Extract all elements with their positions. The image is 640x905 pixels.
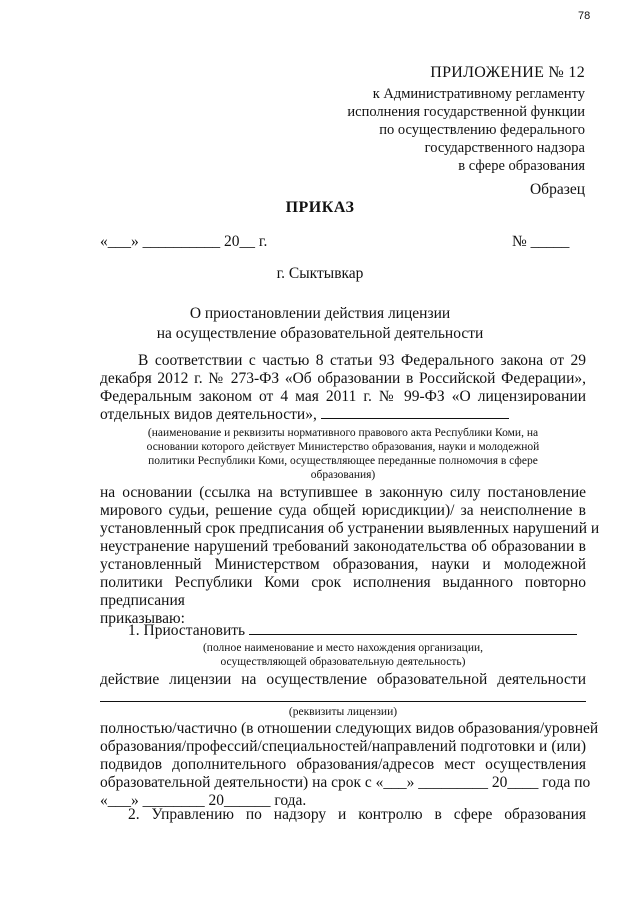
- text-line: декабря 2012 г. № 273-ФЗ «Об образовании в Российской Федерации»,: [100, 370, 586, 387]
- paragraph-legal-basis: [100, 352, 586, 424]
- appendix-line: в сфере образования: [458, 158, 585, 174]
- subject-line: на осуществление образовательной деятельности: [156, 325, 484, 342]
- sample-label: Образец: [529, 181, 585, 198]
- item-2-line: [100, 806, 586, 824]
- text-line: В соответствии с частью 8 статьи 93 Федерального закона от 29: [138, 352, 586, 369]
- page-number: 78: [578, 10, 591, 22]
- appendix-line: государственного надзора: [424, 140, 585, 156]
- text-line: Федеральным законом от 4 мая 2011 г. № 99-ФЗ «О лицензировании: [100, 388, 586, 405]
- note-line: образования): [310, 469, 376, 481]
- note-legal-act: [100, 426, 586, 482]
- text-line: установленный Министерством образования, науки и молодежной: [100, 556, 586, 573]
- note-license: (реквизиты лицензии): [288, 706, 398, 718]
- text-line: мирового судьи, решение суда общей юрисдикции)/ за неисполнение в: [100, 502, 586, 519]
- note-line: политики Республики Коми, осуществляющее переданные полномочия в сфере: [148, 455, 538, 467]
- text-line: установленный срок предписания об устранении выявленных нарушений и: [100, 520, 600, 537]
- paragraph-grounds: [100, 484, 600, 628]
- appendix-line: по осуществлению федерального: [379, 122, 585, 138]
- text-line: подвидов дополнительного образования/адресов мест осуществления: [100, 756, 586, 773]
- text-line: действие лицензии на осуществление образовательной деятельности: [100, 671, 586, 688]
- order-subject: [0, 304, 640, 344]
- fill-in-blank: [249, 634, 577, 635]
- city: г. Сыктывкар: [276, 265, 364, 282]
- text-line: предписания: [100, 592, 185, 609]
- subject-line: О приостановлении действия лицензии: [189, 305, 451, 322]
- appendix-title: ПРИЛОЖЕНИЕ № 12: [430, 64, 585, 81]
- text-fragment: отдельных видов деятельности»,: [100, 406, 317, 423]
- fill-in-blank: [321, 418, 509, 419]
- text-line: политики Республики Коми срок исполнения выданного повторно: [100, 574, 586, 591]
- item-1-license-line: [100, 671, 586, 689]
- text-line: [100, 622, 586, 640]
- order-number-field: № _____: [512, 233, 570, 250]
- license-details-blank: [100, 701, 586, 702]
- note-line: основании которого действует Министерство образования, науки и молодежной: [146, 441, 540, 453]
- order-verb: приказываю:: [100, 610, 185, 627]
- text-line: неустранение нарушений требований законодательства об образовании в: [100, 538, 586, 555]
- note-line: (наименование и реквизиты нормативного правового акта Республики Коми, на: [147, 427, 539, 439]
- appendix-line: к Административному регламенту: [372, 86, 585, 102]
- note-line: осуществляющей образовательную деятельность): [220, 656, 466, 668]
- note-line: (полное наименование и место нахождения организации,: [202, 642, 484, 654]
- text-line: образования/профессий/специальностей/направлений подготовки и (или): [100, 738, 586, 755]
- text-line: образовательной деятельности) на срок с «___» _________ 20____ года по: [100, 774, 591, 791]
- text-line: «___» ________ 20______ года.: [100, 792, 307, 809]
- appendix-line: исполнения государственной функции: [347, 104, 585, 120]
- note-organization: [100, 641, 586, 669]
- order-date-field: «___» __________ 20__ г.: [100, 233, 268, 250]
- item-1-scope: [100, 720, 599, 810]
- text-line: 2. Управлению по надзору и контролю в сфере образования: [128, 806, 586, 823]
- order-title: ПРИКАЗ: [285, 199, 355, 216]
- text-line: полностью/частично (в отношении следующих видов образования/уровней: [100, 720, 599, 737]
- text-line: [100, 406, 586, 424]
- item-1-line: [100, 622, 586, 640]
- item-1-label: 1. Приостановить: [128, 622, 246, 639]
- text-line: на основании (ссылка на вступившее в законную силу постановление: [100, 484, 586, 501]
